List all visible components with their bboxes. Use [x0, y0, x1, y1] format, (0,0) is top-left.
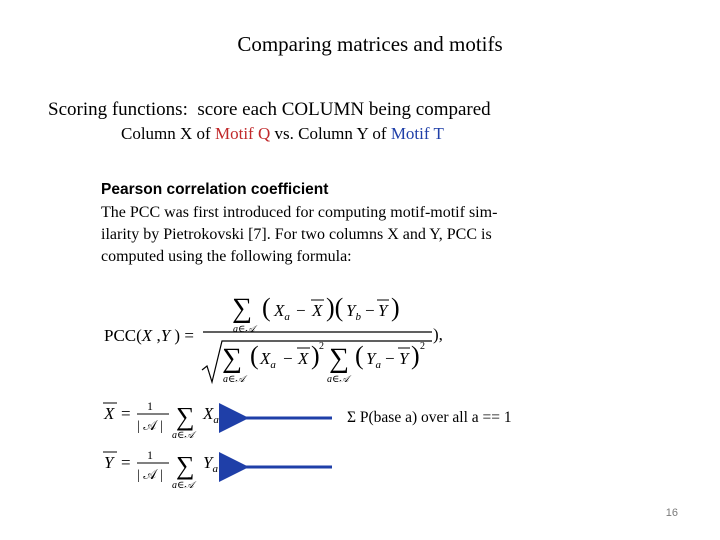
- svg-text:Yb: $Y_b$: [346, 301, 361, 323]
- svg-text:Ya: $Y_a$: [203, 453, 218, 475]
- svg-text:| 𝒜 |: | 𝒜 |: [137, 468, 163, 483]
- svg-text:(: (: [355, 341, 364, 370]
- svg-text:): ): [391, 293, 400, 322]
- svg-text:a∈𝒜: a∈𝒜: [172, 480, 194, 491]
- svg-text:)(: )(: [326, 293, 344, 322]
- svg-text:2: 2: [420, 341, 425, 352]
- svg-text:∑: ∑: [176, 451, 195, 480]
- svg-text:−: −: [365, 301, 375, 320]
- svg-text:(: (: [250, 341, 259, 370]
- line2-prefix: Column X of: [121, 124, 215, 143]
- pcc-description-line-2: ilarity by Pietrokovski [7]. For two columns X and Y, PCC is: [101, 226, 492, 243]
- svg-text:Xa: $X_a$: [203, 404, 219, 426]
- svg-text:Y: Y: [399, 349, 409, 368]
- svg-text:=: =: [121, 453, 131, 472]
- pcc-formula: [104, 293, 443, 385]
- svg-text:a∈𝒜: a∈𝒜: [172, 430, 194, 441]
- scoring-functions-line: Scoring functions: score each COLUMN being compared: [48, 99, 491, 120]
- pcc-description-line-1: The PCC was first introduced for computing motif-motif sim-: [101, 204, 498, 221]
- pcc-description-line-3: computed using the following formula:: [101, 248, 352, 265]
- svg-text:X: X: [104, 404, 115, 423]
- svg-text:Xa: $X_a$: [260, 349, 276, 371]
- sum-probability-note: Σ P(base a) over all a == 1: [347, 409, 512, 426]
- pcc-heading: Pearson correlation coefficient: [101, 181, 329, 198]
- svg-text:∑: ∑: [329, 343, 349, 374]
- svg-text:Ya: $Y_a$: [366, 349, 381, 371]
- svg-text:X: X: [298, 349, 309, 368]
- svg-text:−: −: [296, 301, 306, 320]
- page-number: 16: [665, 507, 678, 519]
- mean-x-formula: [103, 399, 219, 441]
- motif-t-label: Motif T: [390, 124, 444, 143]
- svg-text:1: 1: [147, 399, 153, 413]
- svg-text:a∈𝒜: a∈𝒜: [223, 374, 245, 385]
- svg-text:PCC(X ,Y ) =: PCC(X ,Y ) =: [104, 326, 194, 345]
- svg-text:): ): [311, 341, 320, 370]
- svg-text:2: 2: [319, 341, 324, 352]
- motif-q-label: Motif Q: [214, 124, 271, 143]
- svg-text:∑: ∑: [232, 293, 252, 324]
- svg-text:Y: Y: [104, 453, 114, 472]
- svg-text:1: 1: [147, 448, 153, 462]
- svg-text:),: ),: [433, 325, 443, 344]
- slide-title: Comparing matrices and motifs: [237, 32, 503, 56]
- mean-y-formula: [103, 448, 218, 491]
- svg-text:Xa: $X_a$: [274, 301, 290, 323]
- svg-text:∑: ∑: [176, 402, 195, 431]
- svg-text:∑: ∑: [222, 343, 242, 374]
- svg-text:=: =: [121, 404, 131, 423]
- svg-text:a∈𝒜: a∈𝒜: [233, 324, 255, 335]
- line2-middle: vs. Column Y of: [270, 124, 391, 143]
- svg-text:−: −: [283, 349, 293, 368]
- svg-text:−: −: [385, 349, 395, 368]
- svg-text:): ): [411, 341, 420, 370]
- svg-text:(: (: [262, 293, 271, 322]
- svg-text:Y: Y: [378, 301, 388, 320]
- svg-text:X: X: [312, 301, 323, 320]
- svg-text:a∈𝒜: a∈𝒜: [327, 374, 349, 385]
- svg-text:| 𝒜 |: | 𝒜 |: [137, 419, 163, 434]
